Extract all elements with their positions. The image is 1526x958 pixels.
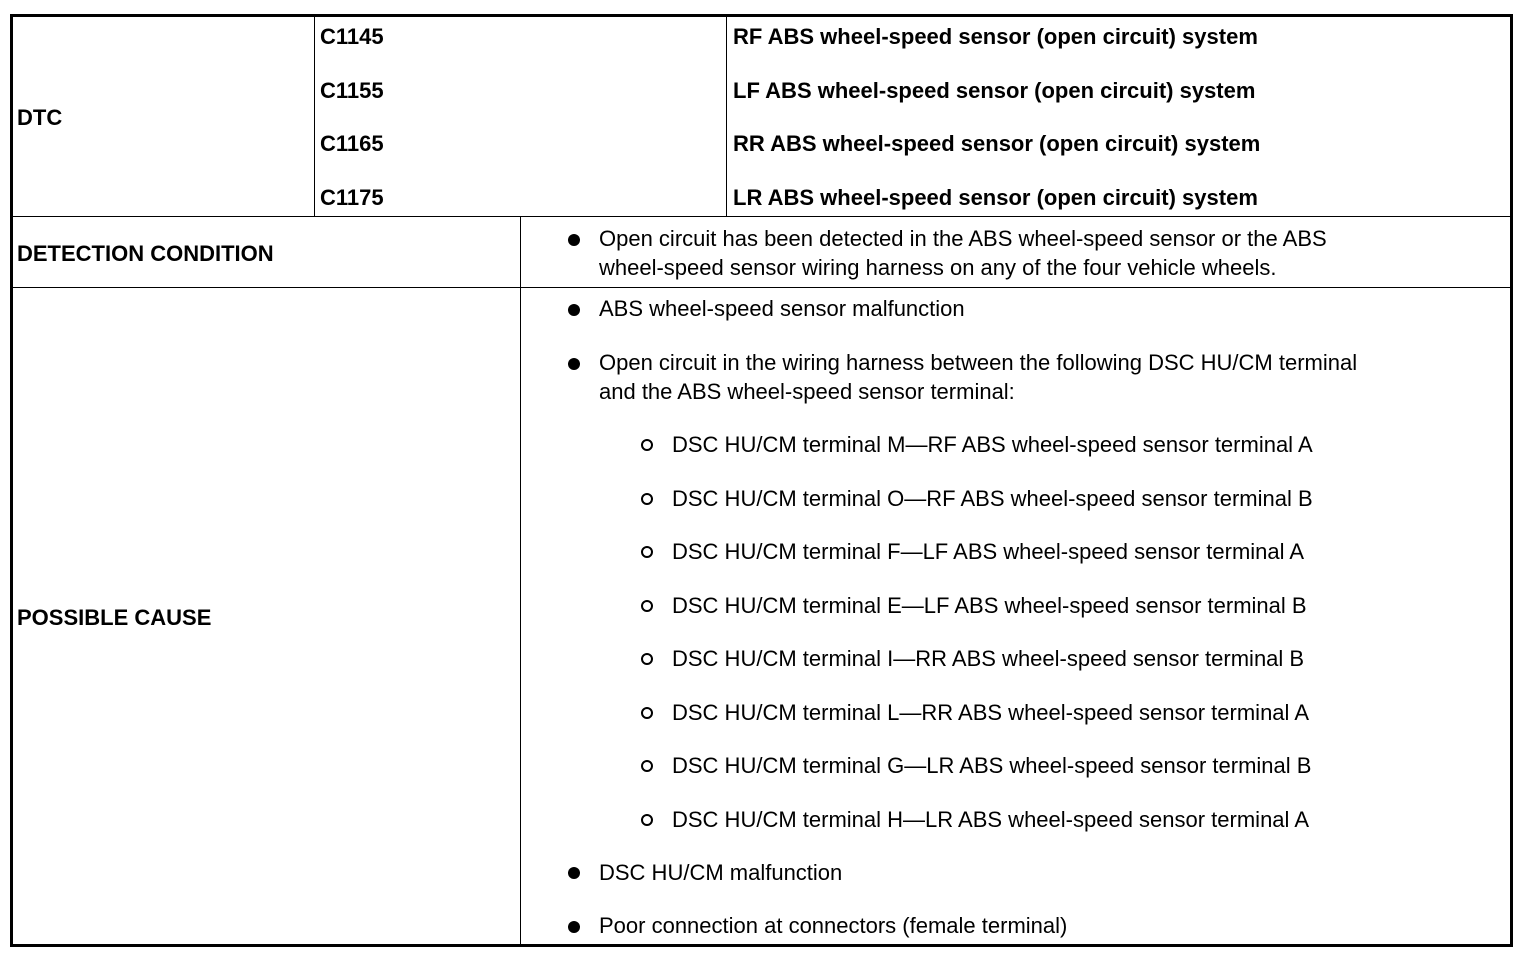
dtc-description: RF ABS wheel-speed sensor (open circuit) system: [733, 24, 1258, 49]
detection-text: Open circuit has been detected in the ABS wheel-speed sensor or the ABS: [599, 226, 1327, 251]
circle-bullet-icon: [641, 814, 653, 826]
dtc-code: C1145: [320, 24, 384, 49]
cause-subitem: DSC HU/CM terminal O—RF ABS wheel-speed sensor terminal B: [672, 486, 1313, 511]
circle-bullet-icon: [641, 760, 653, 772]
cause-subitem: DSC HU/CM terminal G—LR ABS wheel-speed sensor terminal B: [672, 753, 1312, 778]
cause-subitem: DSC HU/CM terminal F—LF ABS wheel-speed sensor terminal A: [672, 539, 1305, 564]
cause-item: and the ABS wheel-speed sensor terminal:: [599, 379, 1015, 404]
cause-subitem: DSC HU/CM terminal I—RR ABS wheel-speed sensor terminal B: [672, 646, 1305, 671]
row-divider-dtc: [12, 216, 1511, 217]
detection-condition-label: DETECTION CONDITION: [17, 241, 274, 266]
circle-bullet-icon: [641, 546, 653, 558]
bullet-icon: [568, 921, 580, 933]
dtc-description: RR ABS wheel-speed sensor (open circuit) system: [733, 131, 1261, 156]
cause-item: ABS wheel-speed sensor malfunction: [599, 296, 965, 321]
cause-subitem: DSC HU/CM terminal H—LR ABS wheel-speed sensor terminal A: [672, 807, 1310, 832]
dtc-code: C1165: [320, 131, 384, 156]
dtc-code: C1175: [320, 185, 384, 210]
circle-bullet-icon: [641, 653, 653, 665]
dtc-description: LR ABS wheel-speed sensor (open circuit) system: [733, 185, 1258, 210]
dtc-code: C1155: [320, 78, 384, 103]
cause-item: Poor connection at connectors (female terminal): [599, 913, 1068, 938]
cause-subitem: DSC HU/CM terminal L—RR ABS wheel-speed sensor terminal A: [672, 700, 1310, 725]
circle-bullet-icon: [641, 439, 653, 451]
cause-subitem: DSC HU/CM terminal M—RF ABS wheel-speed sensor terminal A: [672, 432, 1313, 457]
circle-bullet-icon: [641, 600, 653, 612]
bullet-icon: [568, 358, 580, 370]
circle-bullet-icon: [641, 707, 653, 719]
cause-item: Open circuit in the wiring harness between the following DSC HU/CM terminal: [599, 350, 1358, 375]
row-divider-detection: [12, 287, 1511, 288]
col-divider-content: [520, 216, 521, 945]
possible-cause-label: POSSIBLE CAUSE: [17, 605, 212, 630]
cause-subitem: DSC HU/CM terminal E—LF ABS wheel-speed sensor terminal B: [672, 593, 1307, 618]
cause-item: DSC HU/CM malfunction: [599, 860, 843, 885]
circle-bullet-icon: [641, 493, 653, 505]
bullet-icon: [568, 234, 580, 246]
col-divider-code: [314, 16, 315, 216]
dtc-description: LF ABS wheel-speed sensor (open circuit) system: [733, 78, 1256, 103]
detection-text: wheel-speed sensor wiring harness on any of the four vehicle wheels.: [599, 255, 1277, 280]
bullet-icon: [568, 304, 580, 316]
col-divider-description: [726, 16, 727, 216]
dtc-label: DTC: [17, 105, 63, 130]
bullet-icon: [568, 867, 580, 879]
